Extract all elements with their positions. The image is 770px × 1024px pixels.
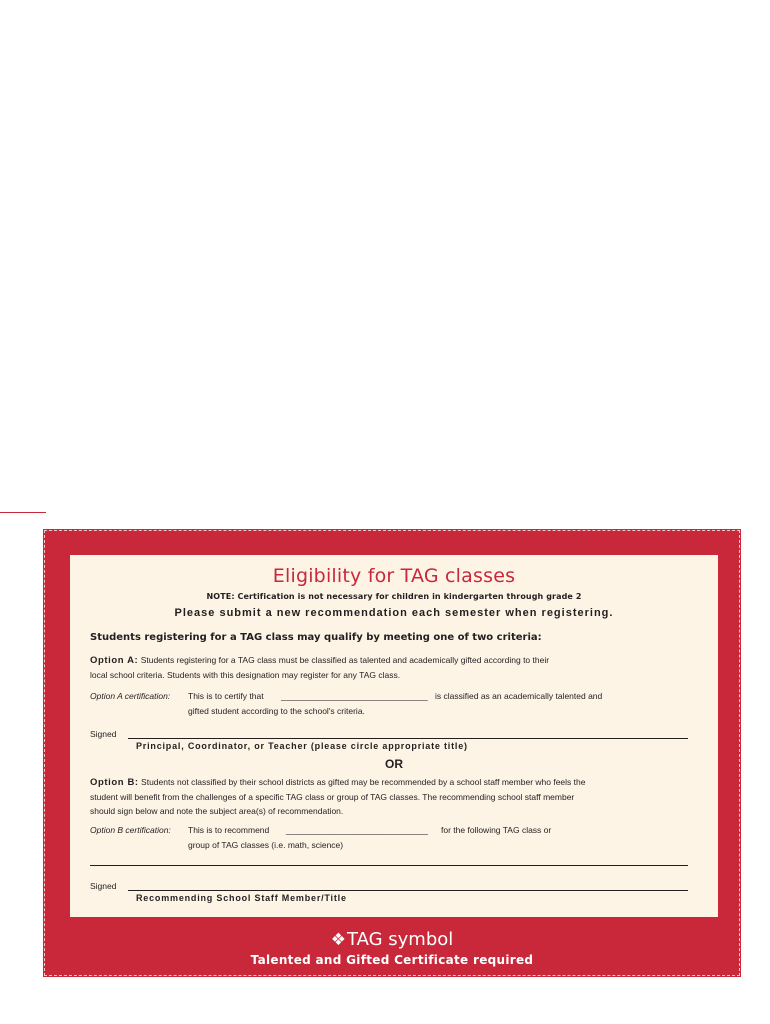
option-a-cert-suffix: is classified as an academically talented and bbox=[435, 691, 603, 701]
option-b-cert-suffix: for the following TAG class or bbox=[441, 825, 552, 835]
option-b-text-line2: student will benefit from the challenges of a specific TAG class or group of TAG classes. The recommending school staff member bbox=[90, 792, 575, 802]
form-title: Eligibility for TAG classes bbox=[272, 565, 516, 587]
option-a-cert-label: Option A certification: bbox=[90, 691, 171, 701]
tag-symbol-label: TAG symbol bbox=[346, 929, 454, 950]
option-b-cert-prefix: This is to recommend bbox=[188, 825, 270, 835]
option-a-signed-label: Signed bbox=[90, 729, 117, 739]
tag-diamond-icon: ❖ bbox=[330, 930, 346, 950]
criteria-heading: Students registering for a TAG class may qualify by meeting one of two criteria: bbox=[90, 632, 542, 643]
option-b-text-line3: should sign below and note the subject area(s) of recommendation. bbox=[90, 806, 344, 816]
option-a-label: Option A: bbox=[90, 655, 139, 666]
option-b-signer-caption: Recommending School Staff Member/Title bbox=[136, 893, 347, 903]
option-b-cert-line2: group of TAG classes (i.e. math, science) bbox=[188, 840, 344, 850]
option-b-recommended-name-field[interactable]: ______________________________ bbox=[286, 825, 428, 835]
option-a-cert-line2: gifted student according to the school's criteria. bbox=[188, 706, 365, 716]
option-b-text-line1: Students not classified by their school districts as gifted may be recommended by a school staff member who feels the bbox=[141, 777, 586, 787]
tag-certificate-required: Talented and Gifted Certificate required bbox=[250, 953, 534, 967]
option-b-signature-line[interactable] bbox=[128, 890, 688, 891]
option-b-signed-label: Signed bbox=[90, 881, 117, 891]
option-a-signer-caption: Principal, Coordinator, or Teacher (please circle appropriate title) bbox=[136, 741, 468, 751]
option-a-text-line1: Students registering for a TAG class must be classified as talented and academically gifted according to their bbox=[140, 655, 550, 665]
margin-rule bbox=[0, 512, 46, 513]
submit-notice: Please submit a new recommendation each semester when registering. bbox=[174, 607, 614, 619]
option-a-cert-prefix: This is to certify that bbox=[188, 691, 264, 701]
option-b-description bbox=[90, 775, 700, 818]
option-a-student-name-field[interactable]: _______________________________ bbox=[281, 691, 428, 701]
or-divider: OR bbox=[385, 757, 403, 771]
option-a-signature-line[interactable] bbox=[128, 738, 688, 739]
option-b-label: Option B: bbox=[90, 777, 139, 788]
tag-eligibility-card bbox=[43, 529, 741, 977]
option-b-cert-label: Option B certification: bbox=[90, 825, 171, 835]
option-b-subject-line[interactable] bbox=[90, 865, 688, 866]
tag-symbol-legend bbox=[43, 929, 741, 951]
certification-note: NOTE: Certification is not necessary for children in kindergarten through grade 2 bbox=[206, 592, 582, 601]
eligibility-form-panel bbox=[70, 555, 718, 917]
option-a-text-line2: local school criteria. Students with this designation may register for any TAG class. bbox=[90, 670, 401, 680]
option-a-description bbox=[90, 653, 700, 682]
